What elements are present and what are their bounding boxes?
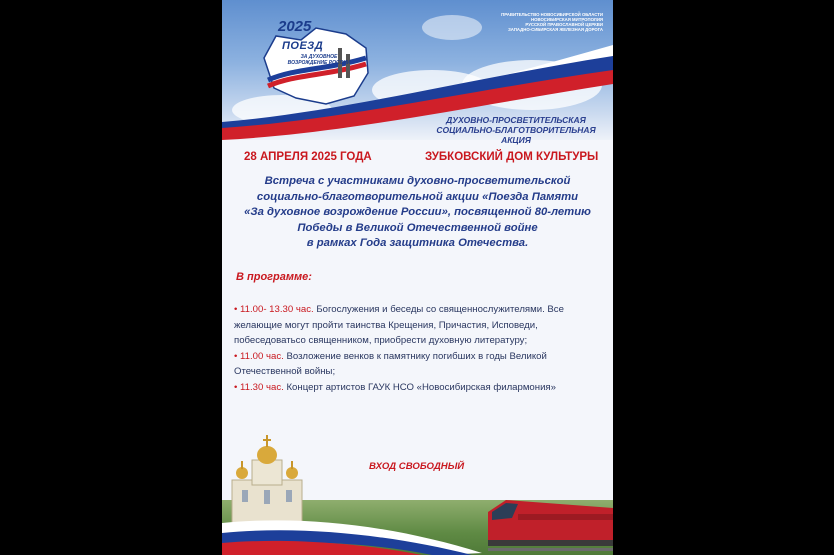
program-text: Богослужения и беседы со священнослужителями. Все желающие могут пройти таинства Крещения, Причастия, Исповеди, побеседоватьсо священником, приобрести духовную литературу; xyxy=(234,304,564,346)
program-text: Концерт артистов ГАУК НСО «Новосибирская филармония» xyxy=(286,381,556,393)
free-entry-label: ВХОД СВОБОДНЫЙ xyxy=(369,461,465,472)
action-line: СОЦИАЛЬНО-БЛАГОТВОРИТЕЛЬНАЯ xyxy=(436,125,596,135)
intro-line: в рамках Года защитника Отечества. xyxy=(306,237,529,249)
bullet: • xyxy=(234,350,238,362)
organizer-line: ПРАВИТЕЛЬСТВО НОВОСИБИРСКОЙ ОБЛАСТИ xyxy=(501,12,603,17)
program-time: 11.30 час. xyxy=(240,381,284,393)
program-list xyxy=(234,302,608,395)
logo xyxy=(256,18,378,110)
program-time: 11.00 час. xyxy=(240,350,284,362)
intro-text xyxy=(228,174,607,252)
organizers xyxy=(483,12,603,32)
logo-year: 2025 xyxy=(278,18,312,35)
intro-line: Встреча с участниками духовно-просветительской xyxy=(264,175,571,187)
program-item xyxy=(234,380,608,396)
intro-line: Победы в Великой Отечественной войне xyxy=(297,221,538,234)
program-time: 11.00- 13.30 час. xyxy=(240,304,314,315)
program-text: Возложение венков к памятнику погибших в годы Великой Отечественной войны; xyxy=(234,350,547,377)
event-date: 28 АПРЕЛЯ 2025 ГОДА xyxy=(244,151,372,163)
program-item xyxy=(234,349,608,380)
logo-subtitle: ЗА ДУХОВНОЕ ВОЗРОЖДЕНИЕ РОССИИ xyxy=(287,54,351,66)
logo-title: ПОЕЗД xyxy=(282,40,324,52)
train-illustration xyxy=(488,494,613,555)
action-line: ДУХОВНО-ПРОСВЕТИТЕЛЬСКАЯ xyxy=(446,115,586,125)
organizer-line: РУССКОЙ ПРАВОСЛАВНОЙ ЦЕРКВИ xyxy=(525,22,603,27)
organizer-line: НОВОСИБИРСКАЯ МИТРОПОЛИЯ xyxy=(531,17,603,22)
bullet: • xyxy=(234,381,238,393)
intro-line: «За духовное возрождение России», посвященной 80-летию xyxy=(244,206,591,218)
action-line: АКЦИЯ xyxy=(501,135,531,145)
program-heading: В программе: xyxy=(236,271,312,283)
bullet: • xyxy=(234,304,238,315)
event-place: ЗУБКОВСКИЙ ДОМ КУЛЬТУРЫ xyxy=(425,151,599,163)
organizer-line: ЗАПАДНО-СИБИРСКАЯ ЖЕЛЕЗНАЯ ДОРОГА xyxy=(508,27,603,32)
action-title xyxy=(431,115,601,145)
program-item xyxy=(234,302,608,349)
intro-line: социально-благотворительной акции «Поезда Памяти xyxy=(256,190,579,203)
poster xyxy=(222,0,613,555)
